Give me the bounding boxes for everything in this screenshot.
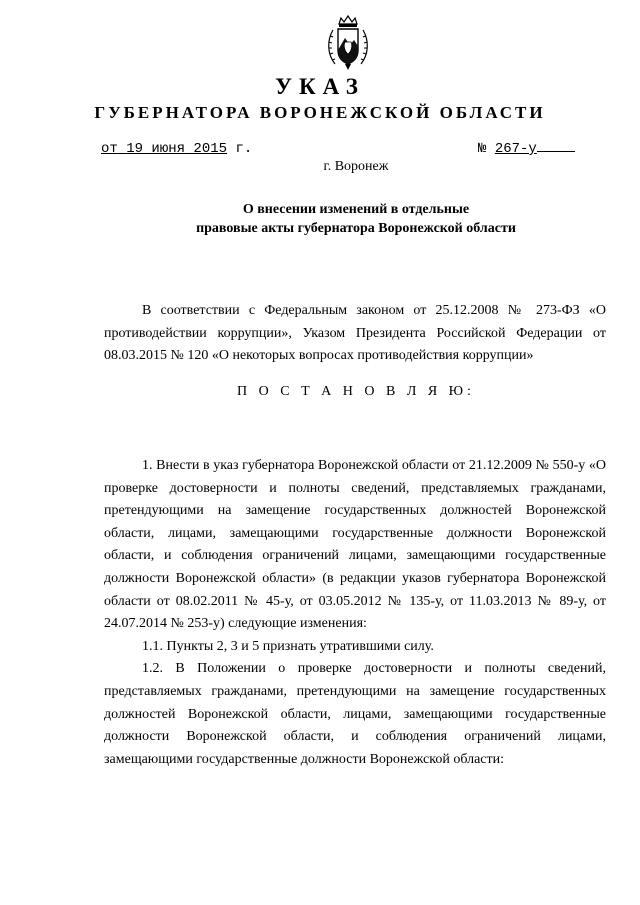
preamble-text: В соответствии с Федеральным законом от 25.12.2008 № 273-ФЗ «О противодействии коррупции», Указом Президента Российской Федерации от 08.03.2015 № 120 «О некоторых вопросах противодействия коррупции» xyxy=(104,303,606,364)
date-value: 19 июня 2015 xyxy=(126,141,228,157)
issuer-title: ГУБЕРНАТОРА ВОРОНЕЖСКОЙ ОБЛАСТИ xyxy=(94,103,546,122)
number-line xyxy=(478,141,575,157)
coat-of-arms-icon xyxy=(323,14,373,72)
item-1-1: 1.1. Пункты 2, 3 и 5 признать утратившими силу. xyxy=(142,638,434,654)
decree-word: П О С Т А Н О В Л Я Ю: xyxy=(237,384,475,399)
date-line xyxy=(101,141,252,157)
number-value: 267-у xyxy=(494,141,537,157)
date-prefix: от xyxy=(101,141,118,157)
city: г. Воронеж xyxy=(323,159,389,174)
item-1-2: 1.2. В Положении о проверке достоверности и полноты сведений, представляемых гражданами, претендующими на замещение государственных должностей Воронежской области, лицами, замещающими государственные должности Воронежской области, и соблюдения ограничений лицами, замещающими государственные должности Воронежской области: xyxy=(104,661,606,767)
number-underline xyxy=(537,141,575,152)
item-1: 1. Внести в указ губернатора Воронежской области от 21.12.2009 № 550-у «О проверке достоверности и полноты сведений, представляемых гражданами, претендующими на замещение государственных должностей Воронежской области, лицами, замещающими государственные должности Воронежской области, и соблюдения ограничений лицами, замещающими государственные должности Воронежской области» (в редакции указов губернатора Воронежской области от 08.02.2011 № 45-у, от 03.05.2012 № 135-у, от 11.03.2013 № 89-у, от 24.07.2014 № 253-у) следующие изменения: xyxy=(104,458,606,632)
body-text xyxy=(104,455,606,771)
subject-heading xyxy=(0,200,640,238)
document-type-title: УКАЗ xyxy=(275,74,365,99)
subject-line-2: правовые акты губернатора Воронежской области xyxy=(196,221,516,236)
preamble-paragraph xyxy=(104,300,606,368)
date-suffix: г. xyxy=(235,141,253,157)
subject-line-1: О внесении изменений в отдельные xyxy=(242,202,470,217)
number-prefix: № xyxy=(478,141,487,157)
